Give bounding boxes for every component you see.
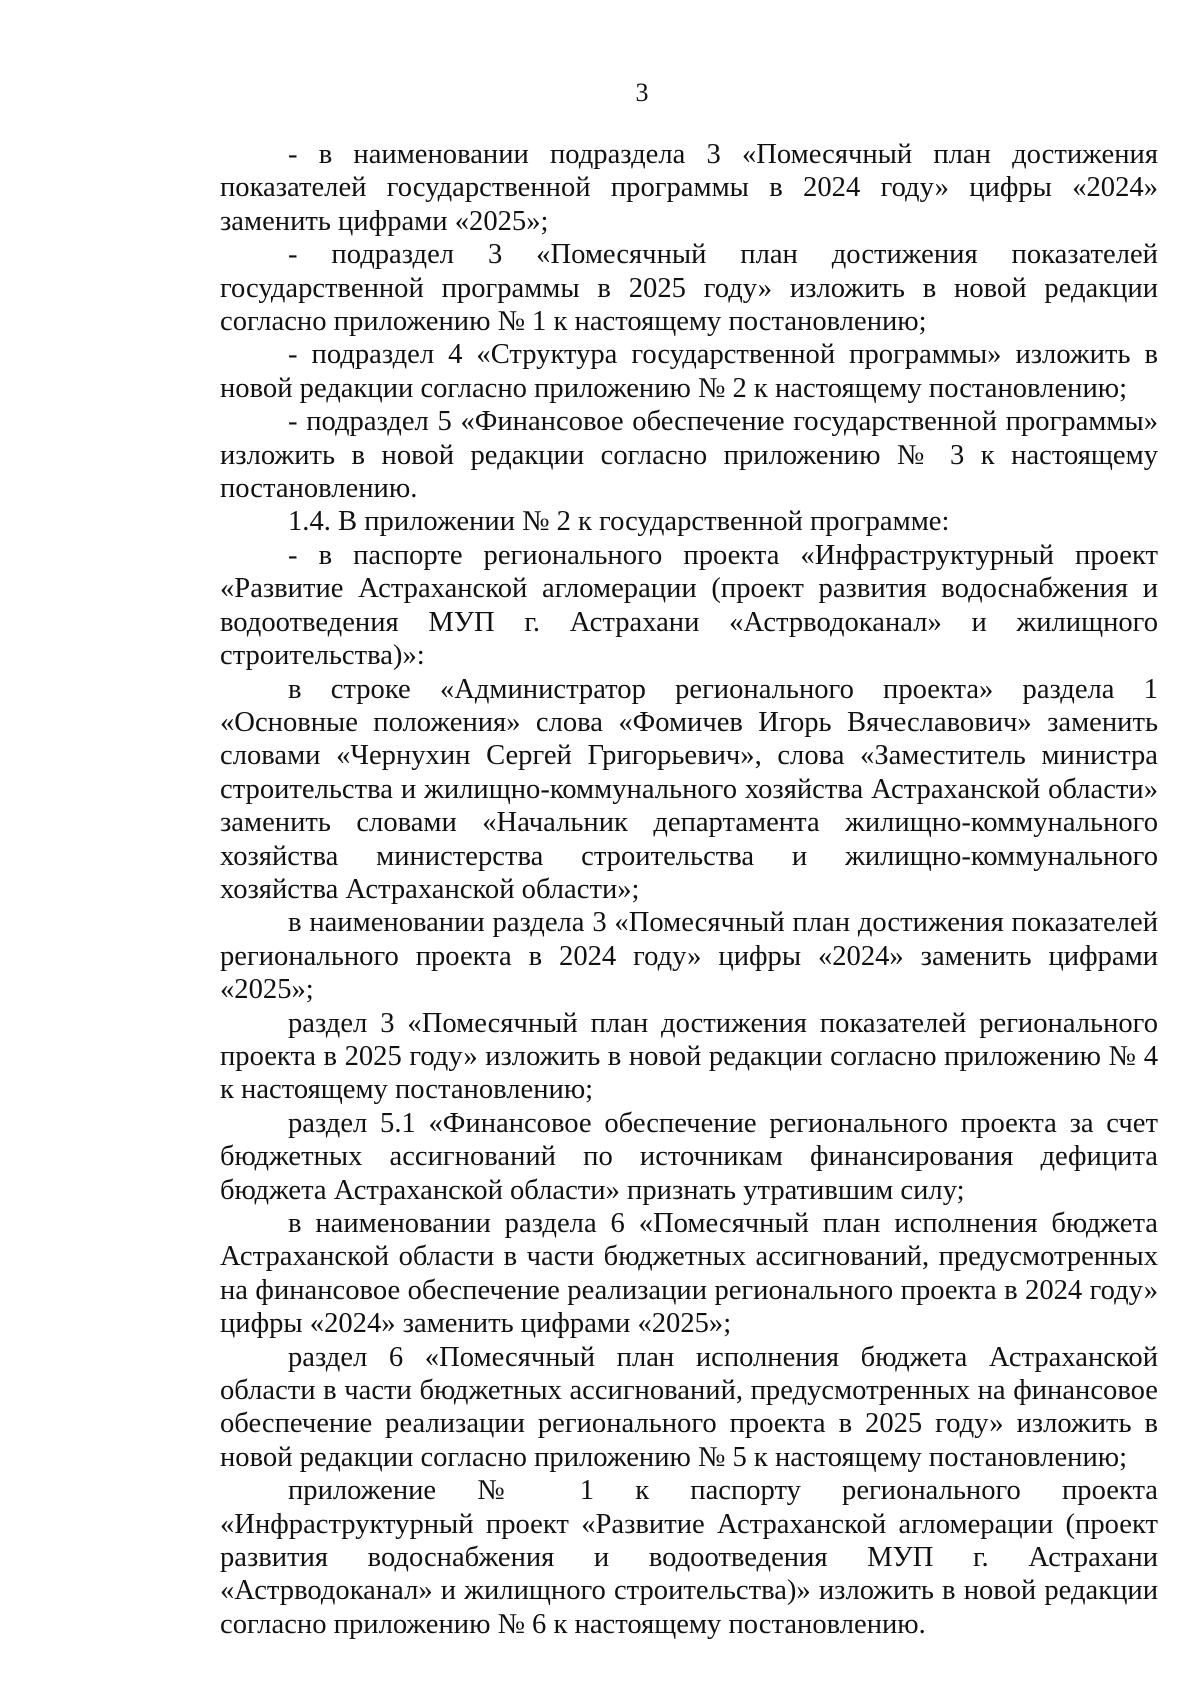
page-number: 3 [635, 78, 649, 107]
paragraph: - подраздел 4 «Структура государственной программы» изложить в новой редакции согласно приложению № 2 к настоящему постановлению; [220, 339, 1158, 404]
paragraph: - подраздел 5 «Финансовое обеспечение государственной программы» изложить в новой редакции согласно приложению № 3 к настоящему постановлению. [220, 406, 1158, 505]
paragraph: - в наименовании подраздела 3 «Помесячный план достижения показателей государственной программы в 2024 году» цифры «2024» заменить цифрами «2025»; [220, 139, 1158, 237]
paragraph: - подраздел 3 «Помесячный план достижения показателей государственной программы в 2025 году» изложить в новой редакции согласно приложению № 1 к настоящему постановлению; [220, 239, 1158, 338]
paragraph: в наименовании раздела 3 «Помесячный план достижения показателей регионального проекта в 2024 году» цифры «2024» заменить цифрами «2025»; [220, 907, 1158, 1006]
paragraph: в наименовании раздела 6 «Помесячный план исполнения бюджета Астраханской области в части бюджетных ассигнований, предусмотренных на финансовое обеспечение реализации регионального проекта в 2024 году» цифры «2024» заменить цифрами «2025»; [220, 1208, 1158, 1340]
paragraph: приложение № 1 к паспорту регионального проекта «Инфраструктурный проект «Развитие Астраханской агломерации (проект развития водоснабжения и водоотведения МУП г. Астрахани «Астрводоканал» и жилищного строительства)» изложить в новой редакции согласно приложению № 6 к настоящему постановлению. [220, 1475, 1158, 1640]
paragraph: раздел 6 «Помесячный план исполнения бюджета Астраханской области в части бюджетных ассигнований, предусмотренных на финансовое обеспечение реализации регионального проекта в 2025 году» изложить в новой редакции согласно приложению № 5 к настоящему постановлению; [220, 1341, 1158, 1473]
paragraph: раздел 3 «Помесячный план достижения показателей регионального проекта в 2025 году» изложить в новой редакции согласно приложению № 4 к настоящему постановлению; [220, 1007, 1158, 1106]
document-body [220, 138, 1158, 1641]
paragraph: - в паспорте регионального проекта «Инфраструктурный проект «Развитие Астраханской агломерации (проект развития водоснабжения и водоотведения МУП г. Астрахани «Астрводоканал» и жилищного строительства)»: [220, 539, 1158, 672]
paragraph: в строке «Администратор регионального проекта» раздела 1 «Основные положения» слова «Фомичев Игорь Вячеславович» заменить словами «Чернухин Сергей Григорьевич», слова «Заместитель министра строительства и жилищно-коммунального хозяйства Астраханской области» заменить словами «Начальник департамента жилищно-коммунального хозяйства министерства строительства и жилищно-коммунального хозяйства Астраханской области»; [220, 673, 1158, 905]
paragraph: раздел 5.1 «Финансовое обеспечение регионального проекта за счет бюджетных ассигнований по источникам финансирования дефицита бюджета Астраханской области» признать утратившим силу; [220, 1107, 1158, 1206]
paragraph: 1.4. В приложении № 2 к государственной программе: [288, 506, 950, 538]
